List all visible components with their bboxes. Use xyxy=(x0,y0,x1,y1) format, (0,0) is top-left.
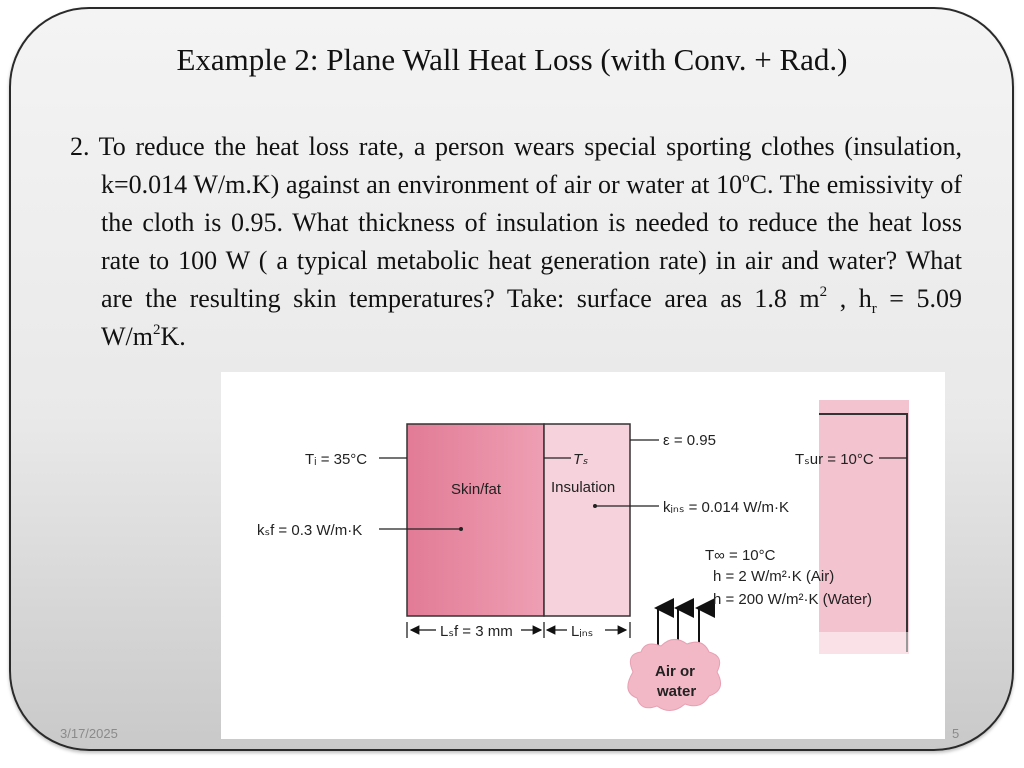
surroundings-wall xyxy=(819,400,909,654)
problem-text-1: 2. To reduce the heat loss rate, a person wears special sporting clothes (insulation, k=0.014 W/m.K) against an environment of air or water at 10 xyxy=(70,132,962,199)
diagram-svg xyxy=(221,372,945,739)
slide-title: Example 2: Plane Wall Heat Loss (with Conv. + Rad.) xyxy=(176,42,848,77)
h-air-label: h = 2 W/m²·K (Air) xyxy=(713,568,835,585)
tinf-label: T∞ = 10°C xyxy=(705,547,776,564)
kins-dot xyxy=(593,504,597,508)
ts-label: Tₛ xyxy=(573,451,588,468)
wall-fade xyxy=(819,632,909,662)
ksf-dot xyxy=(459,527,463,531)
insulation-label: Insulation xyxy=(551,479,616,496)
hr-sub: r xyxy=(871,301,877,317)
ksf-label: kₛf = 0.3 W/m·K xyxy=(257,522,363,539)
footer-date: 3/17/2025 xyxy=(60,726,118,741)
h-water-label: h = 200 W/m²·K (Water) xyxy=(713,591,873,608)
hr-unit-sup: 2 xyxy=(153,322,161,338)
fluid-label-line1: Air or xyxy=(655,663,696,680)
epsilon-label: ε = 0.95 xyxy=(663,432,716,449)
lsf-label: Lₛf = 3 mm xyxy=(440,623,513,640)
problem-text-4: = 5.09 W/m xyxy=(101,284,962,351)
kins-label: kᵢₙₛ = 0.014 W/m·K xyxy=(663,499,790,516)
problem-text-5: K. xyxy=(160,322,186,351)
problem-text-3: , h xyxy=(827,284,872,313)
heat-loss-diagram xyxy=(221,372,945,739)
ti-label: Tᵢ = 35°C xyxy=(305,451,368,468)
degree-sup: o xyxy=(742,170,750,186)
footer-page-number: 5 xyxy=(952,726,960,741)
problem-text-2: C. The emissivity of the cloth is 0.95. What thickness of insulation is needed to reduce the heat loss rate to 100 W ( a typical metabolic heat generation rate) in air and water? What are the resulting skin temperatures? Take: surface area as 1.8 m xyxy=(101,170,962,313)
tsur-label: Tₛur = 10°C xyxy=(795,451,874,468)
lins-label: Lᵢₙₛ xyxy=(571,623,594,640)
problem-statement xyxy=(70,128,962,356)
skin-layer xyxy=(407,424,544,616)
fluid-label-line2: water xyxy=(657,683,697,700)
skin-fat-label: Skin/fat xyxy=(451,481,502,498)
area-sup: 2 xyxy=(819,284,828,300)
